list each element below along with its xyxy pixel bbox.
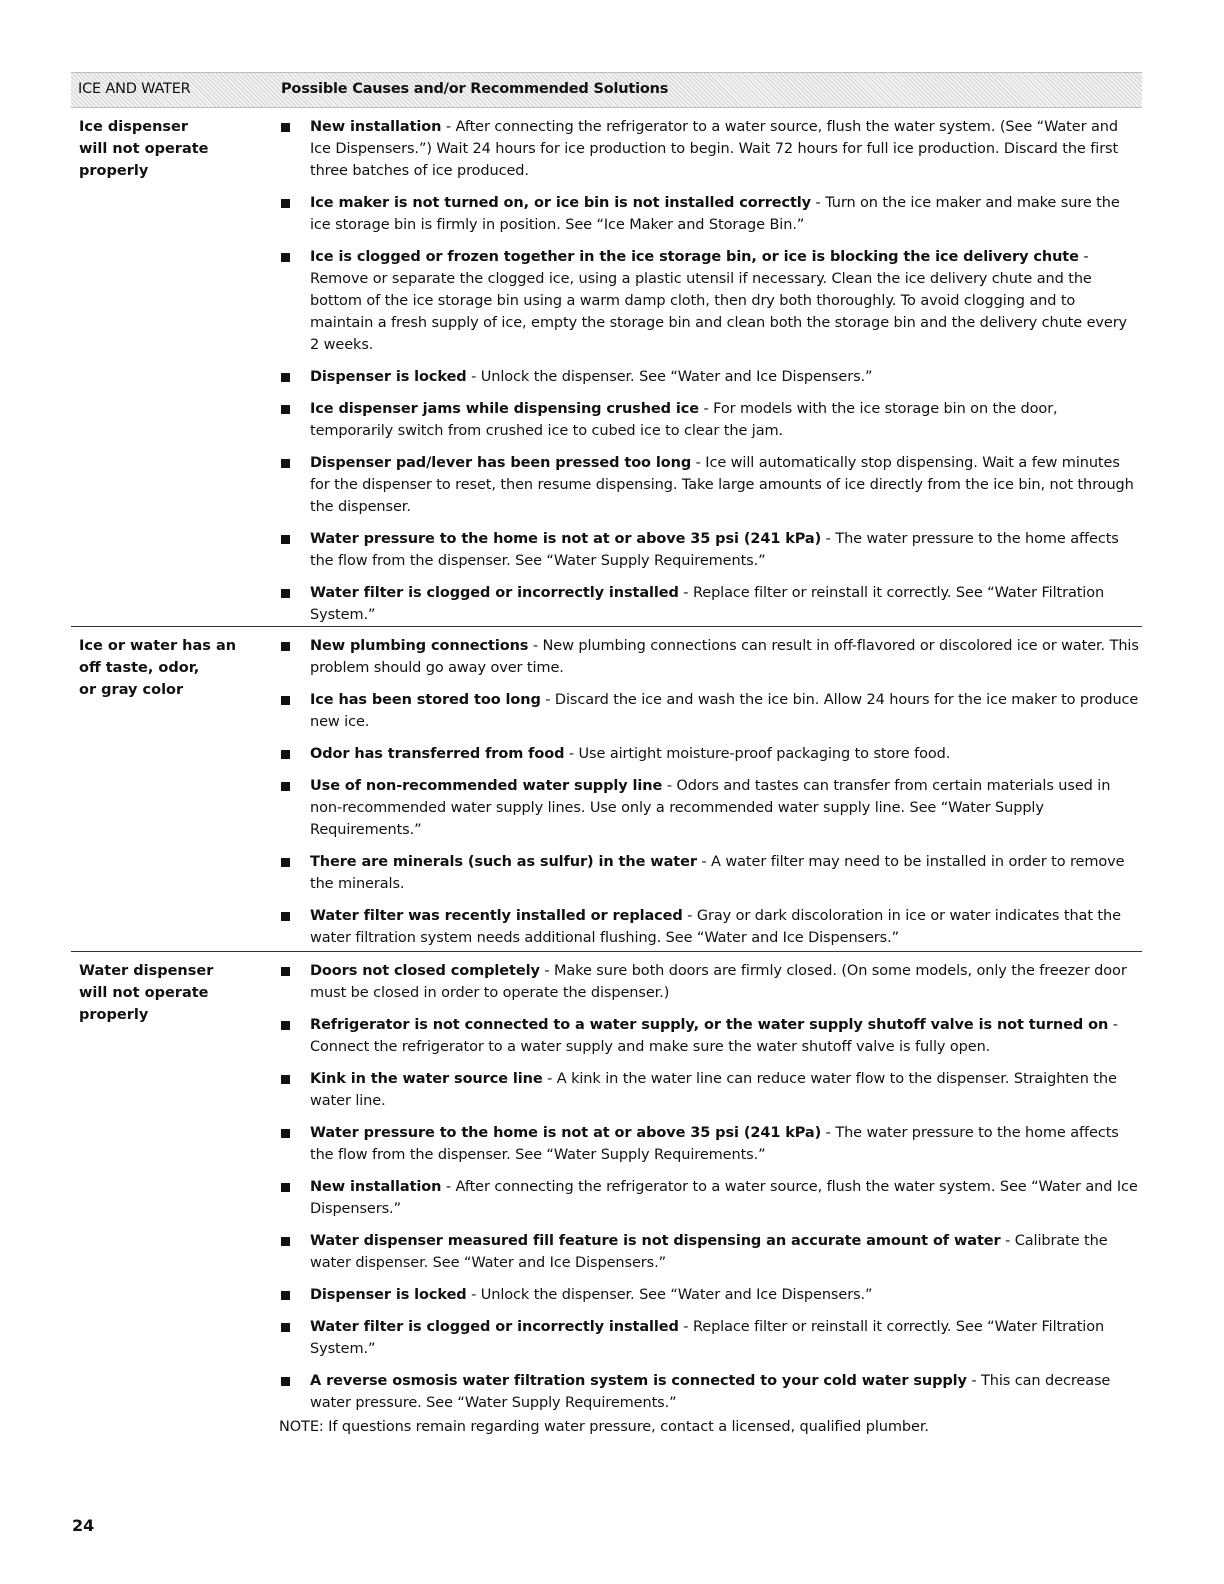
bullet-icon bbox=[281, 1323, 290, 1332]
bullet-icon bbox=[281, 1237, 290, 1246]
bullet-icon bbox=[281, 642, 290, 651]
bullet-icon bbox=[281, 696, 290, 705]
bullet-icon bbox=[281, 405, 290, 414]
solution-title: Water dispenser measured fill feature is not dispensing an accurate amount of water bbox=[310, 1233, 1001, 1249]
solution-text: New plumbing connections can result in off-flavored or discolored ice or water. This problem should go away over time. bbox=[310, 638, 1139, 676]
solution-text: Odors and tastes can transfer from certain materials used in non-recommended water supply lines. Use only a recommended water supply line. See “Water Supply Requirements.” bbox=[310, 778, 1111, 838]
problem-column-header: ICE AND WATER bbox=[78, 81, 191, 97]
solution-title: Water filter is clogged or incorrectly installed bbox=[310, 585, 679, 601]
solution-text: Connect the refrigerator to a water supply and make sure the water shutoff valve is fully open. bbox=[310, 1039, 991, 1055]
solution-title: Dispenser is locked bbox=[310, 369, 467, 385]
bullet-icon bbox=[281, 373, 290, 382]
solution-item: Water filter is clogged or incorrectly installed - Replace filter or reinstall it correctly. See “Water Filtration System.” bbox=[279, 1316, 1139, 1360]
bullet-icon bbox=[281, 1075, 290, 1084]
solution-item: New installation - After connecting the refrigerator to a water source, flush the water system. See “Water and Ice Dispensers.” bbox=[279, 1176, 1139, 1220]
solution-text: Remove or separate the clogged ice, using a plastic utensil if necessary. Clean the ice delivery chute and the bottom of the ice storage bin using a warm damp cloth, then dry both thoroughly. To avoid clogging and to maintain a fresh supply of ice, empty the storage bin and clean both the storage bin and the delivery chute every 2 weeks. bbox=[310, 271, 1128, 353]
solution-title: Kink in the water source line bbox=[310, 1071, 543, 1087]
solution-title: New installation bbox=[310, 119, 442, 135]
solution-item: Use of non-recommended water supply line - Odors and tastes can transfer from certain materials used in non-recommended water supply lines. Use only a recommended water supply line. See “Water Supply Requirements.” bbox=[279, 775, 1139, 841]
solution-title: Ice dispenser jams while dispensing crushed ice bbox=[310, 401, 699, 417]
solution-title: There are minerals (such as sulfur) in the water bbox=[310, 854, 697, 870]
bullet-icon bbox=[281, 1129, 290, 1138]
bullet-icon bbox=[281, 589, 290, 598]
solution-title: Doors not closed completely bbox=[310, 963, 540, 979]
solution-list bbox=[279, 635, 1139, 959]
section-off-taste bbox=[71, 626, 1142, 951]
solution-text: After connecting the refrigerator to a water source, flush the water system. See “Water and Ice Dispensers.” bbox=[310, 1179, 1138, 1217]
solution-text: Unlock the dispenser. See “Water and Ice Dispensers.” bbox=[480, 1287, 873, 1303]
solution-title: A reverse osmosis water filtration system is connected to your cold water supply bbox=[310, 1373, 967, 1389]
bullet-icon bbox=[281, 123, 290, 132]
solution-item: Ice has been stored too long - Discard the ice and wash the ice bin. Allow 24 hours for the ice maker to produce new ice. bbox=[279, 689, 1139, 733]
bullet-icon bbox=[281, 459, 290, 468]
solution-text: This can decrease water pressure. See “Water Supply Requirements.” bbox=[310, 1373, 1111, 1411]
solution-title: Ice has been stored too long bbox=[310, 692, 541, 708]
solution-item: Ice maker is not turned on, or ice bin is not installed correctly - Turn on the ice maker and make sure the ice storage bin is firmly in position. See “Ice Maker and Storage Bin.” bbox=[279, 192, 1139, 236]
bullet-icon bbox=[281, 1377, 290, 1386]
solution-item: Water filter is clogged or incorrectly installed - Replace filter or reinstall it correctly. See “Water Filtration System.” bbox=[279, 582, 1139, 626]
solution-text: After connecting the refrigerator to a water source, flush the water system. (See “Water and Ice Dispensers.”) Wait 24 hours for ice production to begin. Wait 72 hours for full ice production. Discard the first three batches of ice produced. bbox=[310, 119, 1119, 179]
solution-list bbox=[279, 960, 1139, 1424]
solution-text: Replace filter or reinstall it correctly. See “Water Filtration System.” bbox=[310, 585, 1105, 623]
solution-item: Odor has transferred from food - Use airtight moisture-proof packaging to store food. bbox=[279, 743, 1139, 765]
solution-title: New installation bbox=[310, 1179, 442, 1195]
solution-text: For models with the ice storage bin on the door, temporarily switch from crushed ice to cubed ice to clear the jam. bbox=[310, 401, 1058, 439]
section-ice-dispenser bbox=[71, 108, 1142, 621]
solution-item: There are minerals (such as sulfur) in the water - A water filter may need to be installed in order to remove the minerals. bbox=[279, 851, 1139, 895]
solution-item: Dispenser is locked - Unlock the dispenser. See “Water and Ice Dispensers.” bbox=[279, 1284, 1139, 1306]
solution-title: Water filter was recently installed or replaced bbox=[310, 908, 683, 924]
solution-title: Dispenser is locked bbox=[310, 1287, 467, 1303]
solution-item: A reverse osmosis water filtration system is connected to your cold water supply - This can decrease water pressure. See “Water Supply Requirements.” bbox=[279, 1370, 1139, 1414]
solution-item: Water dispenser measured fill feature is not dispensing an accurate amount of water - Calibrate the water dispenser. See “Water and Ice Dispensers.” bbox=[279, 1230, 1139, 1274]
bullet-icon bbox=[281, 912, 290, 921]
solution-text: Use airtight moisture-proof packaging to store food. bbox=[578, 746, 951, 762]
solution-text: The water pressure to the home affects the flow from the dispenser. See “Water Supply Requirements.” bbox=[310, 531, 1119, 569]
solution-list bbox=[279, 116, 1139, 636]
bullet-icon bbox=[281, 1021, 290, 1030]
solution-title: Use of non-recommended water supply line bbox=[310, 778, 663, 794]
solution-title: Ice maker is not turned on, or ice bin is not installed correctly bbox=[310, 195, 812, 211]
solutions-column-header: Possible Causes and/or Recommended Solutions bbox=[281, 81, 669, 97]
solution-text: The water pressure to the home affects the flow from the dispenser. See “Water Supply Requirements.” bbox=[310, 1125, 1119, 1163]
solution-title: Water filter is clogged or incorrectly installed bbox=[310, 1319, 679, 1335]
solution-item: Dispenser is locked - Unlock the dispenser. See “Water and Ice Dispensers.” bbox=[279, 366, 1139, 388]
problem-title: Ice dispenser will not operate properly bbox=[79, 119, 209, 179]
solution-title: Water pressure to the home is not at or above 35 psi (241 kPa) bbox=[310, 531, 822, 547]
bullet-icon bbox=[281, 1183, 290, 1192]
problem-title: Ice or water has an off taste, odor, or gray color bbox=[79, 638, 237, 698]
solution-text: A kink in the water line can reduce water flow to the dispenser. Straighten the water line. bbox=[310, 1071, 1117, 1109]
solution-text: Ice will automatically stop dispensing. Wait a few minutes for the dispenser to reset, then resume dispensing. Take large amounts of ice directly from the ice bin, not through the dispenser. bbox=[310, 455, 1134, 515]
solution-text: Replace filter or reinstall it correctly. See “Water Filtration System.” bbox=[310, 1319, 1105, 1357]
solution-title: Refrigerator is not connected to a water supply, or the water supply shutoff valve is not turned on bbox=[310, 1017, 1109, 1033]
solution-item: Ice is clogged or frozen together in the ice storage bin, or ice is blocking the ice delivery chute - Remove or separate the clogged ice, using a plastic utensil if necessary. Clean the ice delivery chute and the bottom of the ice storage bin using a warm damp cloth, then dry both thoroughly. To avoid clogging and to maintain a fresh supply of ice, empty the storage bin and clean both the storage bin and the delivery chute every 2 weeks. bbox=[279, 246, 1139, 356]
solution-text: Discard the ice and wash the ice bin. Allow 24 hours for the ice maker to produce new ice. bbox=[310, 692, 1139, 730]
bullet-icon bbox=[281, 1291, 290, 1300]
solution-text: Make sure both doors are firmly closed. (On some models, only the freezer door must be closed in order to operate the dispenser.) bbox=[310, 963, 1127, 1001]
bullet-icon bbox=[281, 967, 290, 976]
solution-item: New plumbing connections - New plumbing connections can result in off-flavored or discolored ice or water. This problem should go away over time. bbox=[279, 635, 1139, 679]
solution-text: Gray or dark discoloration in ice or water indicates that the water filtration system needs additional flushing. See “Water and Ice Dispensers.” bbox=[310, 908, 1121, 946]
solution-item: Water pressure to the home is not at or above 35 psi (241 kPa) - The water pressure to the home affects the flow from the dispenser. See “Water Supply Requirements.” bbox=[279, 528, 1139, 572]
table-header bbox=[71, 72, 1142, 108]
solution-item: Kink in the water source line - A kink in the water line can reduce water flow to the dispenser. Straighten the water line. bbox=[279, 1068, 1139, 1112]
bullet-icon bbox=[281, 782, 290, 791]
solution-item: New installation - After connecting the refrigerator to a water source, flush the water system. (See “Water and Ice Dispensers.”) Wait 24 hours for ice production to begin. Wait 72 hours for full ice production. Discard the first three batches of ice produced. bbox=[279, 116, 1139, 182]
solution-text: A water filter may need to be installed in order to remove the minerals. bbox=[310, 854, 1125, 892]
solution-title: Ice is clogged or frozen together in the ice storage bin, or ice is blocking the ice delivery chute bbox=[310, 249, 1079, 265]
bullet-icon bbox=[281, 750, 290, 759]
plumber-note: NOTE: If questions remain regarding water pressure, contact a licensed, qualified plumber. bbox=[279, 1419, 929, 1435]
solution-title: Dispenser pad/lever has been pressed too long bbox=[310, 455, 692, 471]
problem-title: Water dispenser will not operate properly bbox=[79, 963, 214, 1023]
solution-title: Water pressure to the home is not at or above 35 psi (241 kPa) bbox=[310, 1125, 822, 1141]
bullet-icon bbox=[281, 858, 290, 867]
solution-text: Turn on the ice maker and make sure the ice storage bin is firmly in position. See “Ice Maker and Storage Bin.” bbox=[310, 195, 1120, 233]
solution-item: Water filter was recently installed or replaced - Gray or dark discoloration in ice or water indicates that the water filtration system needs additional flushing. See “Water and Ice Dispensers.” bbox=[279, 905, 1139, 949]
solution-item: Refrigerator is not connected to a water supply, or the water supply shutoff valve is not turned on - Connect the refrigerator to a water supply and make sure the water shutoff valve is fully open. bbox=[279, 1014, 1139, 1058]
section-water-dispenser bbox=[71, 951, 1142, 1412]
bullet-icon bbox=[281, 535, 290, 544]
solution-item: Dispenser pad/lever has been pressed too long - Ice will automatically stop dispensing. Wait a few minutes for the dispenser to reset, then resume dispensing. Take large amounts of ice directly from the ice bin, not through the dispenser. bbox=[279, 452, 1139, 518]
solution-text: Calibrate the water dispenser. See “Water and Ice Dispensers.” bbox=[310, 1233, 1108, 1271]
bullet-icon bbox=[281, 253, 290, 262]
bullet-icon bbox=[281, 199, 290, 208]
solution-item: Doors not closed completely - Make sure both doors are firmly closed. (On some models, only the freezer door must be closed in order to operate the dispenser.) bbox=[279, 960, 1139, 1004]
solution-title: New plumbing connections bbox=[310, 638, 529, 654]
solution-text: Unlock the dispenser. See “Water and Ice Dispensers.” bbox=[480, 369, 873, 385]
page-number: 24 bbox=[72, 1516, 95, 1535]
solution-title: Odor has transferred from food bbox=[310, 746, 565, 762]
solution-item: Water pressure to the home is not at or above 35 psi (241 kPa) - The water pressure to the home affects the flow from the dispenser. See “Water Supply Requirements.” bbox=[279, 1122, 1139, 1166]
solution-item: Ice dispenser jams while dispensing crushed ice - For models with the ice storage bin on the door, temporarily switch from crushed ice to cubed ice to clear the jam. bbox=[279, 398, 1139, 442]
